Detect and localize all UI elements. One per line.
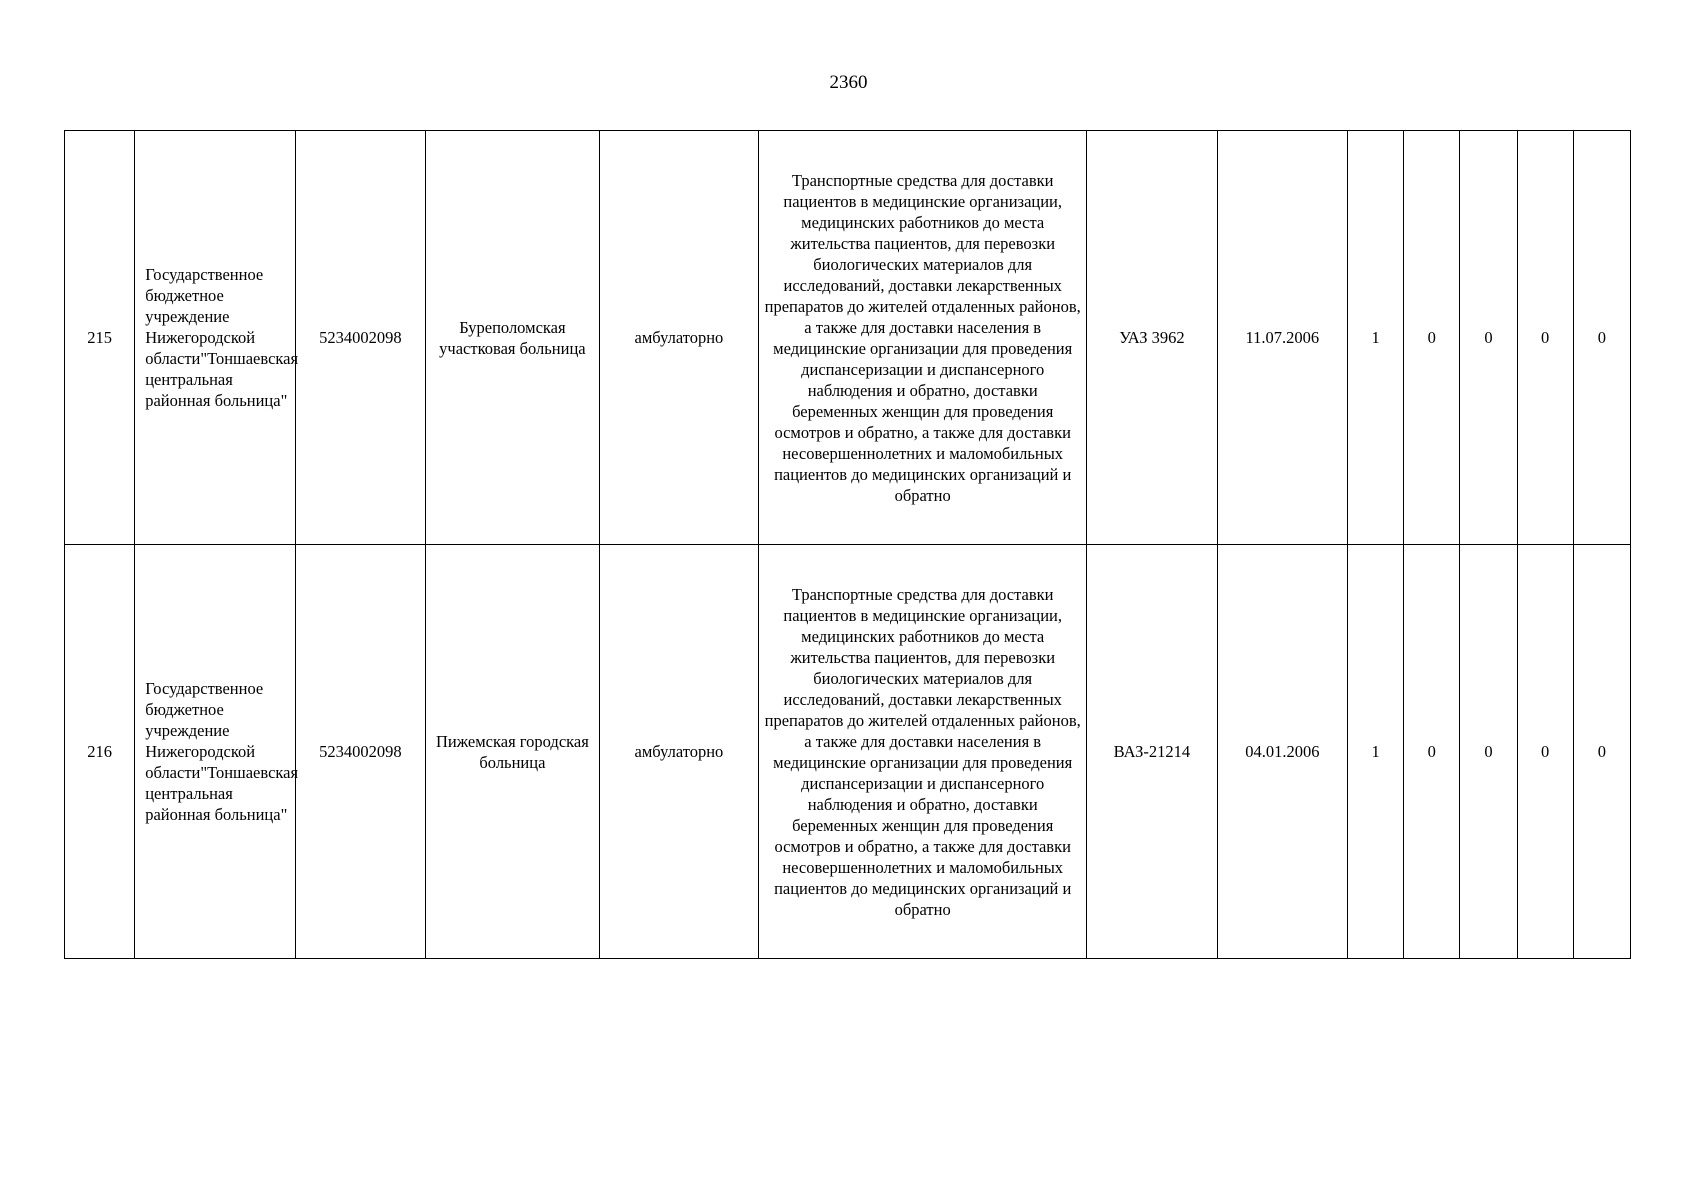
inn-cell: 5234002098: [295, 131, 425, 545]
registry-table: [64, 130, 1631, 959]
table-row: [65, 545, 1631, 959]
organization-cell: Государственное бюджетное учреждение Нижегородской области"Тоншаевская центральная районная больница": [135, 545, 296, 959]
row-number-cell: 216: [65, 545, 135, 959]
count-cell-2: 0: [1404, 131, 1460, 545]
count-cell-4: 0: [1517, 131, 1573, 545]
date-cell: 11.07.2006: [1217, 131, 1347, 545]
count-cell-2: 0: [1404, 545, 1460, 959]
unit-cell: Буреполомская участковая больница: [426, 131, 600, 545]
table-row: [65, 131, 1631, 545]
vehicle-cell: УАЗ 3962: [1087, 131, 1217, 545]
count-cell-5: 0: [1573, 131, 1630, 545]
date-cell: 04.01.2006: [1217, 545, 1347, 959]
inn-cell: 5234002098: [295, 545, 425, 959]
vehicle-cell: ВАЗ-21214: [1087, 545, 1217, 959]
page-number: 2360: [829, 72, 868, 93]
unit-cell: Пижемская городская больница: [426, 545, 600, 959]
count-cell-4: 0: [1517, 545, 1573, 959]
count-cell-5: 0: [1573, 545, 1630, 959]
count-cell-1: 1: [1348, 131, 1404, 545]
count-cell-3: 0: [1460, 131, 1517, 545]
purpose-cell: Транспортные средства для доставки пациентов в медицинские организации, медицинских работников до места жительства пациентов, для перевозки биологических материалов для исследований, доставки лекарственных препаратов до жителей отдаленных районов, а также для доставки населения в медицинские организации для проведения диспансеризации и диспансерного наблюдения и обратно, доставки беременных женщин для проведения осмотров и обратно, а также для доставки несовершеннолетних и маломобильных пациентов до медицинских организаций и обратно: [759, 131, 1087, 545]
care-type-cell: амбулаторно: [599, 131, 759, 545]
count-cell-3: 0: [1460, 545, 1517, 959]
count-cell-1: 1: [1348, 545, 1404, 959]
organization-cell: Государственное бюджетное учреждение Нижегородской области"Тоншаевская центральная районная больница": [135, 131, 296, 545]
purpose-cell: Транспортные средства для доставки пациентов в медицинские организации, медицинских работников до места жительства пациентов, для перевозки биологических материалов для исследований, доставки лекарственных препаратов до жителей отдаленных районов, а также для доставки населения в медицинские организации для проведения диспансеризации и диспансерного наблюдения и обратно, доставки беременных женщин для проведения осмотров и обратно, а также для доставки несовершеннолетних и маломобильных пациентов до медицинских организаций и обратно: [759, 545, 1087, 959]
care-type-cell: амбулаторно: [599, 545, 759, 959]
row-number-cell: 215: [65, 131, 135, 545]
